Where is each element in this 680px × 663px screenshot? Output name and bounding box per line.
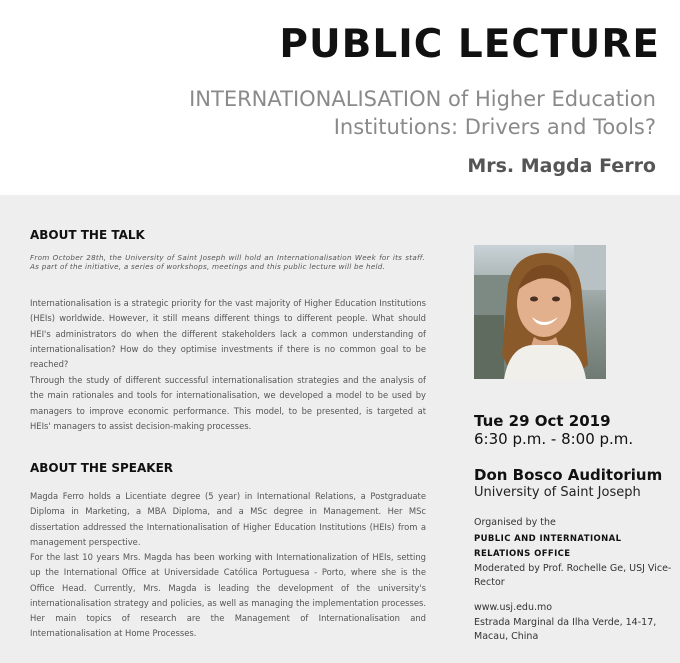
moderator-info: Moderated by Prof. Rochelle Ge, USJ Vice-Rector (474, 563, 672, 588)
lecture-subtitle: INTERNATIONALISATION of Higher Education Institutions: Drivers and Tools? (189, 87, 656, 139)
speaker-portrait-image (474, 245, 606, 379)
speaker-paragraph-2: For the last 10 years Mrs. Magda has been working with Internationalization of HEIs, setting up the International Office at Universidade Católica Portuguesa - Porto, where she is the Office Head. Currently, Mrs. Magda is leading the development of the university's internationalisation strategy and policies, as well as managing the implementation processes. Her main topics of research are the Management of Internationalisation and Internationalisation at Home Processes. (30, 552, 426, 639)
event-address: Estrada Marginal da Ilha Verde, 14-17, Macau, China (474, 617, 657, 642)
poster-header (0, 0, 680, 195)
website-link[interactable]: www.usj.edu.mo (474, 602, 553, 613)
talk-intro: From October 28th, the University of Saint Joseph will hold an Internationalisation Week for its staff. As part of the initiative, a series of workshops, meetings and this public lecture will be held. (30, 253, 425, 272)
speaker-paragraph-1: Magda Ferro holds a Licentiate degree (5 year) in International Relations, a Postgraduate Diploma in Marketing, a MBA Diploma, and a MSc degree in Management. Her MSc dissertation addressed the Internationalisation of Higher Education Institutions (HEIs) from a management perspective. (30, 491, 426, 547)
speaker-name: Mrs. Magda Ferro (467, 155, 656, 177)
talk-paragraph-1: Internationalisation is a strategic priority for the vast majority of Higher Education Institutions (HEIs) worldwide. However, it still means different things to different people. What should HEI's administrators do when the different stakeholders lack a common understanding of internationalisation? How do they optimise investments if there is no common goal to be reached? (30, 298, 426, 370)
talk-paragraph-2: Through the study of different successful internationalisation strategies and the analysis of the main rationales and tools for internationalisation, we developed a model to be used by managers to improve economic performance. This model, to be presented, is targeted at HEIs' managers to assist decision-making processes. (30, 375, 426, 431)
page-title: PUBLIC LECTURE (279, 22, 660, 67)
organised-by-label: Organised by the (474, 517, 556, 528)
organiser-name: PUBLIC AND INTERNATIONAL RELATIONS OFFICE (474, 534, 622, 559)
event-institution: University of Saint Joseph (474, 485, 641, 500)
about-talk-heading: ABOUT THE TALK (30, 228, 145, 242)
event-time: 6:30 p.m. - 8:00 p.m. (474, 430, 634, 448)
speaker-photo (474, 245, 606, 379)
event-venue: Don Bosco Auditorium (474, 466, 663, 484)
about-speaker-heading: ABOUT THE SPEAKER (30, 461, 174, 475)
event-date: Tue 29 Oct 2019 (474, 412, 611, 430)
poster-body (0, 195, 680, 663)
